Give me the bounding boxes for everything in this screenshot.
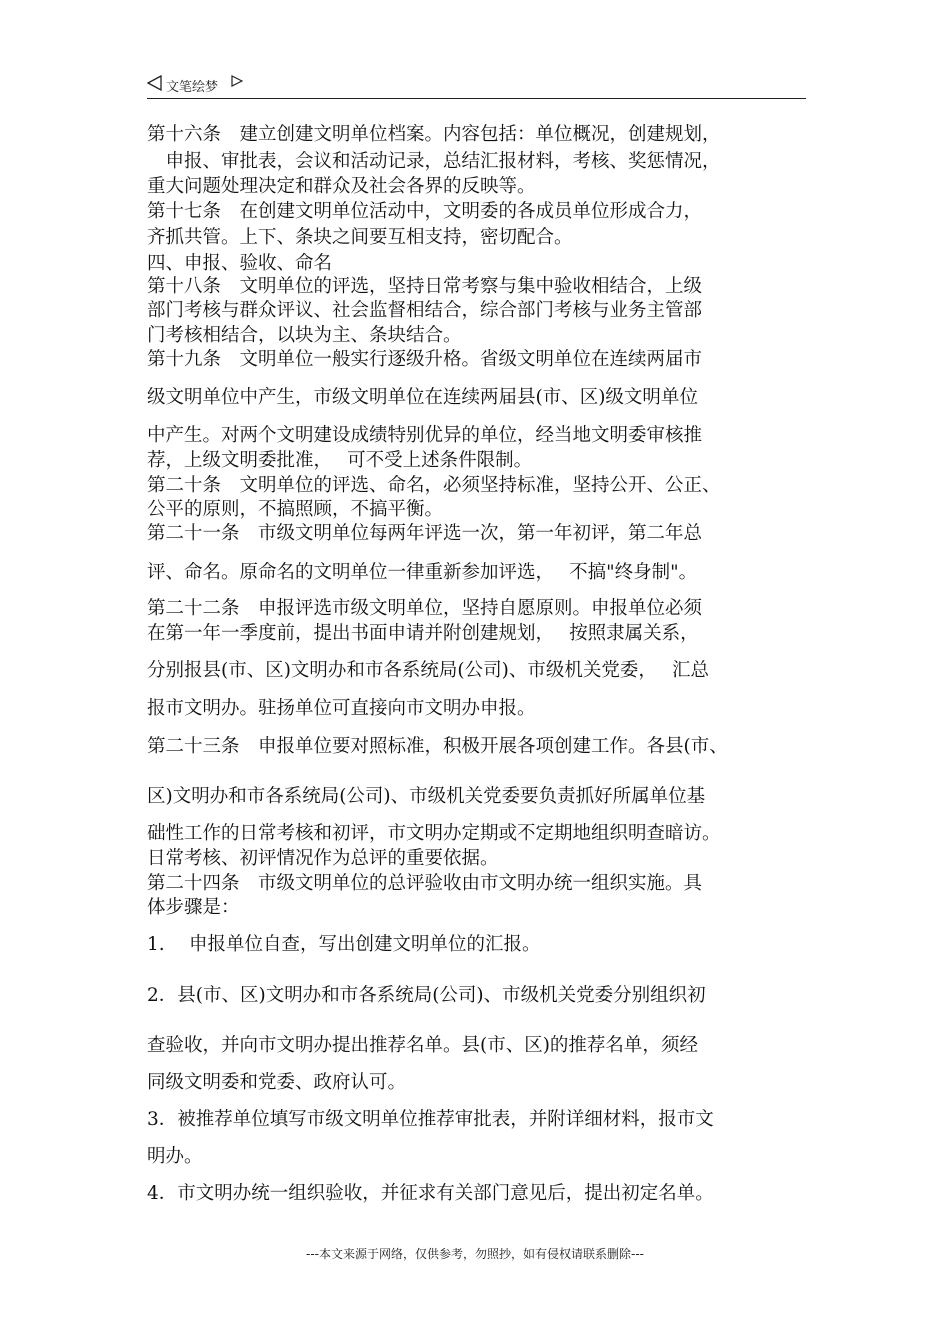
text-line: 体步骤是： [147, 897, 240, 918]
text-line: 4．市文明办统一组织验收，并征求有关部门意见后，提出初定名单。 [147, 1183, 714, 1204]
text-line: 公平的原则，不搞照顾，不搞平衡。 [147, 499, 444, 520]
text-line: 1. 申报单位自查，写出创建文明单位的汇报。 [147, 934, 541, 955]
text-line: 评、命名。原命名的文明单位一律重新参加评选， 不搞"终身制"。 [147, 562, 698, 583]
text-line: 四、申报、验收、命名 [147, 253, 333, 274]
text-line: 级文明单位中产生，市级文明单位在连续两届县(市、区)级文明单位 [147, 387, 698, 408]
text-line: 第二十二条 申报评选市级文明单位，坚持自愿原则。申报单位必须 [147, 598, 703, 619]
triangle-left-icon [147, 75, 163, 91]
text-line: 荐，上级文明委批准， 可不受上述条件限制。 [147, 450, 533, 471]
text-line: 门考核相结合，以块为主、条块结合。 [147, 325, 462, 346]
text-line: 报市文明办。驻扬单位可直接向市文明办申报。 [147, 698, 536, 719]
page-footer: ---本文来源于网络，仅供参考，勿照抄，如有侵权请联系删除--- [306, 1247, 644, 1261]
triangle-right-icon [231, 75, 243, 87]
text-line: 同级文明委和党委、政府认可。 [147, 1072, 407, 1093]
text-line: 日常考核、初评情况作为总评的重要依据。 [147, 848, 499, 869]
text-line: 第十九条 文明单位一般实行逐级升格。省级文明单位在连续两届市 [147, 349, 703, 370]
text-line: 础性工作的日常考核和初评，市文明办定期或不定期地组织明查暗访。 [147, 823, 721, 844]
text-line: 第二十三条 申报单位要对照标准，积极开展各项创建工作。各县(市、 [147, 736, 728, 757]
text-line: 齐抓共管。上下、条块之间要互相支持，密切配合。 [147, 227, 573, 248]
header-title: 文笔绘梦 [166, 80, 219, 95]
text-line: 2．县(市、区)文明办和市各系统局(公司)、市级机关党委分别组织初 [147, 985, 706, 1006]
text-line: 第十六条 建立创建文明单位档案。内容包括：单位概况，创建规划， [147, 124, 721, 145]
text-line: 第二十一条 市级文明单位每两年评选一次，第一年初评，第二年总 [147, 523, 703, 544]
text-line: 3．被推荐单位填写市级文明单位推荐审批表，并附详细材料，报市文 [147, 1109, 714, 1130]
text-line: 明办。 [147, 1146, 203, 1167]
text-line: 申报、审批表，会议和活动记录，总结汇报材料，考核、奖惩情况， [147, 151, 721, 172]
page-header [147, 72, 806, 99]
text-line: 第十八条 文明单位的评选，坚持日常考察与集中验收相结合，上级 [147, 276, 703, 297]
text-line: 查验收，并向市文明办提出推荐名单。县(市、区)的推荐名单，须经 [147, 1035, 698, 1056]
text-line: 重大问题处理决定和群众及社会各界的反映等。 [147, 176, 536, 197]
text-line: 部门考核与群众评议、社会监督相结合，综合部门考核与业务主管部 [147, 300, 703, 321]
text-line: 在第一年一季度前，提出书面申请并附创建规划， 按照隶属关系， [147, 623, 699, 644]
text-line: 区)文明办和市各系统局(公司)、市级机关党委要负责抓好所属单位基 [147, 786, 706, 807]
text-line: 中产生。对两个文明建设成绩特别优异的单位，经当地文明委审核推 [147, 425, 703, 446]
text-line: 第二十四条 市级文明单位的总评验收由市文明办统一组织实施。具 [147, 873, 703, 894]
text-line: 第十七条 在创建文明单位活动中，文明委的各成员单位形成合力， [147, 201, 703, 222]
text-line: 第二十条 文明单位的评选、命名，必须坚持标准，坚持公开、公正、 [147, 475, 721, 496]
text-line: 分别报县(市、区)文明办和市各系统局(公司)、市级机关党委， 汇总 [147, 660, 710, 681]
